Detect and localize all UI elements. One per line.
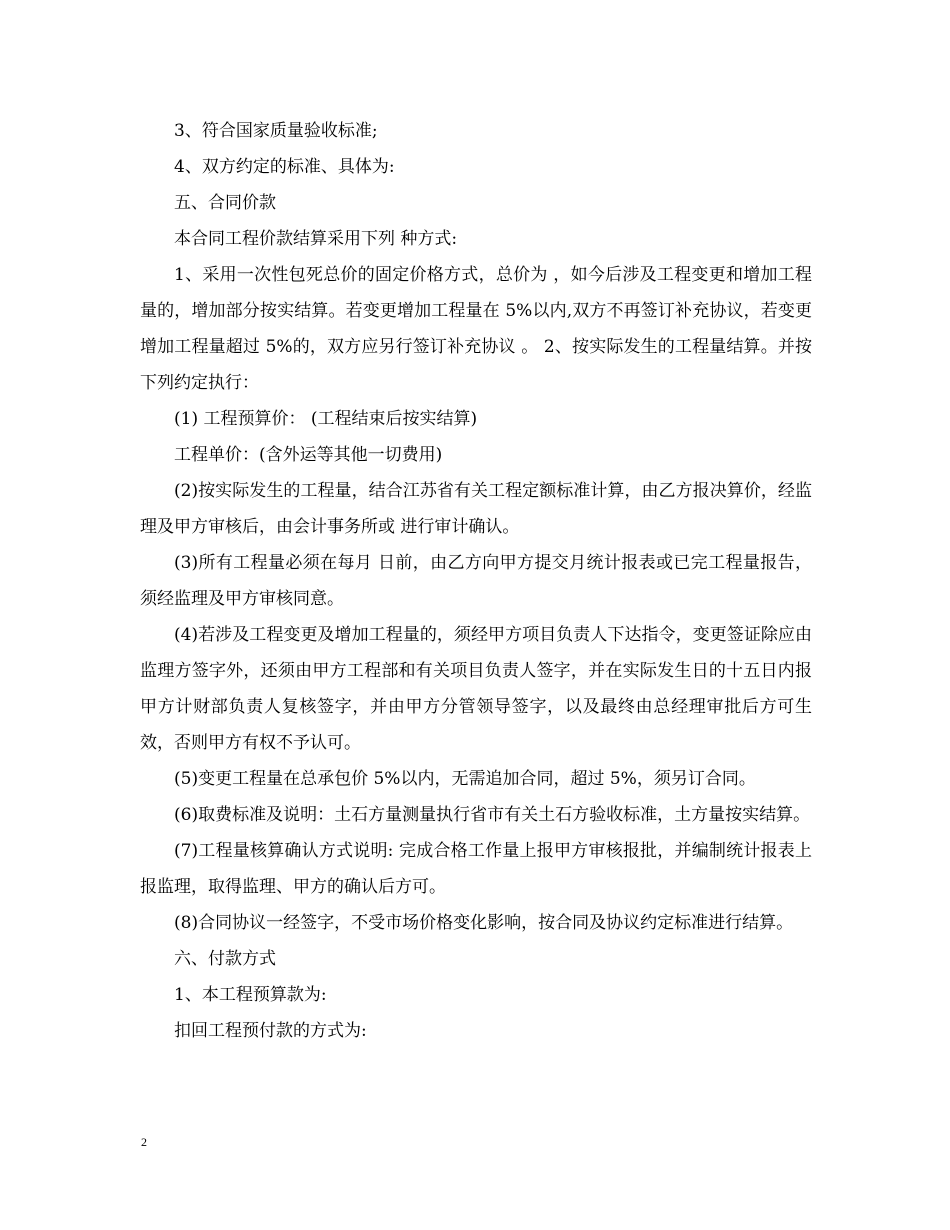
paragraph-quality-standard: 3、符合国家质量验收标准; <box>174 121 378 141</box>
paragraph-change-limit: (5)变更工程量在总承包价 5%以内，无需追加合同，超过 5%，须另订合同。 <box>174 769 756 789</box>
paragraph-fee-standard: (6)取费标准及说明：土石方量测量执行省市有关土石方验收标准，土方量按实结算。 <box>174 805 811 825</box>
paragraph-price-fixed: (8)合同协议一经签字，不受市场价格变化影响，按合同及协议约定标准进行结算。 <box>174 913 794 933</box>
paragraph-unit-price: 工程单价：(含外运等其他一切费用) <box>174 445 443 465</box>
paragraph-budget-payment: 1、本工程预算款为: <box>174 985 327 1005</box>
document-body <box>140 113 812 1049</box>
paragraph-budget-price: (1) 工程预算价： (工程结束后按实结算) <box>174 409 478 429</box>
page-number: 2 <box>141 1135 147 1149</box>
section-heading-payment-method: 六、付款方式 <box>174 949 276 969</box>
paragraph-prepayment-deduction: 扣回工程预付款的方式为: <box>174 1021 367 1041</box>
paragraph-fixed-price: 1、采用一次性包死总价的固定价格方式，总价为 ，如今后涉及工程变更和增加工程量的，增加部分按实结算。若变更增加工程量在 5%以内,双方不再签订补充协议，若变更增加工程量超过 5%的，双方应另行签订补充协议 。 2、按实际发生的工程量结算。并按下列约定执行： <box>140 265 812 393</box>
paragraph-quantity-confirmation: (7)工程量核算确认方式说明: 完成合格工作量上报甲方审核报批，并编制统计报表上报监理，取得监理、甲方的确认后方可。 <box>140 841 812 897</box>
paragraph-monthly-report: (3)所有工程量必须在每月 日前，由乙方向甲方提交月统计报表或已完工程量报告，须经监理及甲方审核同意。 <box>140 553 812 609</box>
section-heading-contract-price: 五、合同价款 <box>174 193 276 213</box>
paragraph-settlement-method: 本合同工程价款结算采用下列 种方式: <box>174 229 458 249</box>
paragraph-final-account: (2)按实际发生的工程量，结合江苏省有关工程定额标准计算，由乙方报决算价，经监理及甲方审核后，由会计事务所或 进行审计确认。 <box>140 481 812 537</box>
paragraph-change-approval: (4)若涉及工程变更及增加工程量的，须经甲方项目负责人下达指令，变更签证除应由监理方签字外，还须由甲方工程部和有关项目负责人签字，并在实际发生日的十五日内报甲方计财部负责人复核签字，并由甲方分管领导签字，以及最终由总经理审批后方可生效，否则甲方有权不予认可。 <box>140 625 812 753</box>
paragraph-agreed-standard: 4、双方约定的标准、具体为: <box>174 157 395 177</box>
